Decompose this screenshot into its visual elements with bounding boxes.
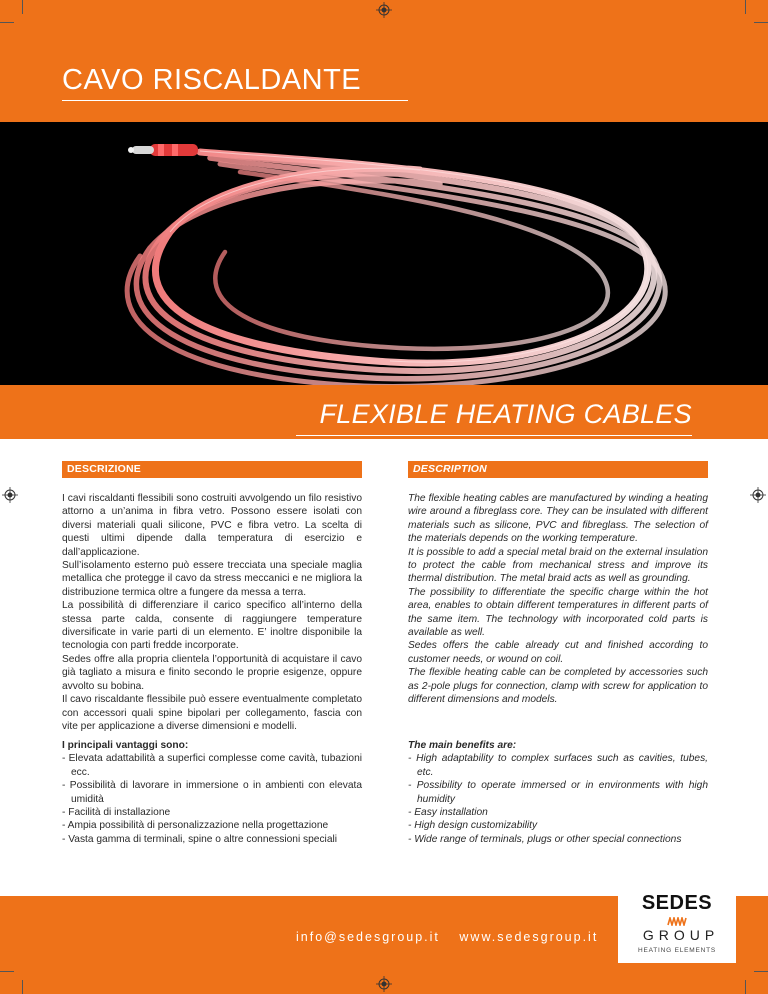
english-heading: DESCRIPTION — [408, 461, 708, 478]
italian-benefits-title: I principali vantaggi sono: — [62, 740, 189, 751]
registration-mark-icon — [2, 487, 18, 503]
registration-mark-icon — [376, 2, 392, 18]
list-item: - Elevata adattabilità a superfici complesse come cavità, tubazioni ecc. — [62, 752, 362, 779]
heating-cable-illustration — [0, 122, 768, 385]
english-paragraph: The possibility to differentiate the specific charge within the hot area, enables to obtain different temperatures in different parts of the same item. The technology with incorporated cold parts is available as well. — [408, 586, 708, 639]
italian-paragraph: Sull’isolamento esterno può essere trecciata una speciale maglia metallica che protegge il cavo da stress meccanici e ne migliora la distribuzione termica oltre a fungere da messa a terra. — [62, 560, 362, 598]
italian-paragraph: I cavi riscaldanti flessibili sono costruiti avvolgendo un filo resistivo attorno a un’anima in fibra vetro. Possono essere isolati con diversi materiali quali silicone, PVC e fibra vetro. La scelta di questi ultimi dipende dalla temperatura di esercizio e dall’applicazione. — [62, 493, 362, 558]
registration-mark-icon — [750, 487, 766, 503]
list-item: - Ampia possibilità di personalizzazione nella progettazione — [62, 819, 362, 832]
italian-paragraph: Sedes offre alla propria clientela l’opportunità di acquistare il cavo già tagliato a misura e finito secondo le proprie esigenze, oppure avvolto su bobina. — [62, 653, 362, 692]
logo-group: GROUP — [642, 927, 720, 943]
english-benefits — [408, 739, 708, 846]
english-paragraph: The flexible heating cables are manufactured by winding a heating wire around a fibreglass core. They can be insulated with different materials such as silicone, PVC and fibreglass. The selection of the materials depends on the working temperature. — [408, 493, 708, 545]
crop-mark — [745, 980, 746, 994]
list-item: - Facilità di installazione — [62, 806, 362, 819]
list-item: - High adaptability to complex surfaces such as cavities, tubes, etc. — [408, 752, 708, 779]
italian-benefits-list — [62, 752, 362, 846]
crop-mark — [0, 22, 14, 23]
hero-image — [0, 122, 768, 385]
logo-tagline: HEATING ELEMENTS — [637, 947, 717, 954]
english-paragraph: The flexible heating cable can be completed by accessories such as 2-pole plugs for connection, clamp with screw for application to different dimensions and models. — [408, 667, 708, 706]
italian-heading: DESCRIZIONE — [62, 461, 362, 478]
coil-icon — [667, 917, 687, 926]
subtitle-underline — [296, 435, 692, 436]
list-item: - High design customizability — [408, 819, 708, 832]
english-paragraph: It is possible to add a special metal braid on the external insulation to protect the cable from mechanical stress and improve its thermal distribution. The metal braid acts as well as grounding. — [408, 546, 708, 585]
header-band — [0, 0, 768, 122]
english-benefits-list — [408, 752, 708, 846]
english-title: FLEXIBLE HEATING CABLES — [319, 399, 692, 429]
list-item: - Easy installation — [408, 806, 708, 819]
page-title: CAVO RISCALDANTE — [62, 64, 362, 96]
title-underline — [62, 100, 408, 101]
italian-description — [62, 461, 362, 733]
email-link[interactable]: info@sedesgroup.it — [296, 930, 440, 944]
crop-mark — [754, 971, 768, 972]
crop-mark — [745, 0, 746, 14]
list-item: - Wide range of terminals, plugs or other special connections — [408, 833, 708, 846]
footer-contact — [296, 930, 612, 944]
english-body — [408, 492, 708, 707]
italian-paragraph: La possibilità di differenziare il carico specifico all’interno della stessa parte calda, consente di raggiungere temperature diversificate in varie parti di un elemento. E’ inoltre disponibile la tecnologia con parti fredde incorporate. — [62, 600, 362, 652]
crop-mark — [0, 971, 14, 972]
italian-paragraph: Il cavo riscaldante flessibile può essere eventualmente completato con accessori quali spine bipolari per collegamento, fascia con vite per applicazione a diverse dimensioni e modelli. — [62, 694, 362, 732]
crop-mark — [22, 980, 23, 994]
registration-mark-icon — [376, 976, 392, 992]
list-item: - Vasta gamma di terminali, spine o altre connessioni speciali — [62, 833, 362, 846]
crop-mark — [22, 0, 23, 14]
crop-mark — [754, 22, 768, 23]
list-item: - Possibility to operate immersed or in environments with high humidity — [408, 779, 708, 806]
list-item: - Possibilità di lavorare in immersione o in ambienti con elevata umidità — [62, 779, 362, 806]
website-link[interactable]: www.sedesgroup.it — [459, 930, 599, 944]
english-description — [408, 461, 708, 707]
english-benefits-title: The main benefits are: — [408, 740, 517, 751]
italian-benefits — [62, 739, 362, 846]
italian-body — [62, 492, 362, 733]
sedes-logo — [618, 892, 736, 963]
english-paragraph: Sedes offers the cable already cut and finished according to customer needs, or wound on coil. — [408, 640, 708, 665]
logo-brand: SEDES — [641, 892, 713, 914]
